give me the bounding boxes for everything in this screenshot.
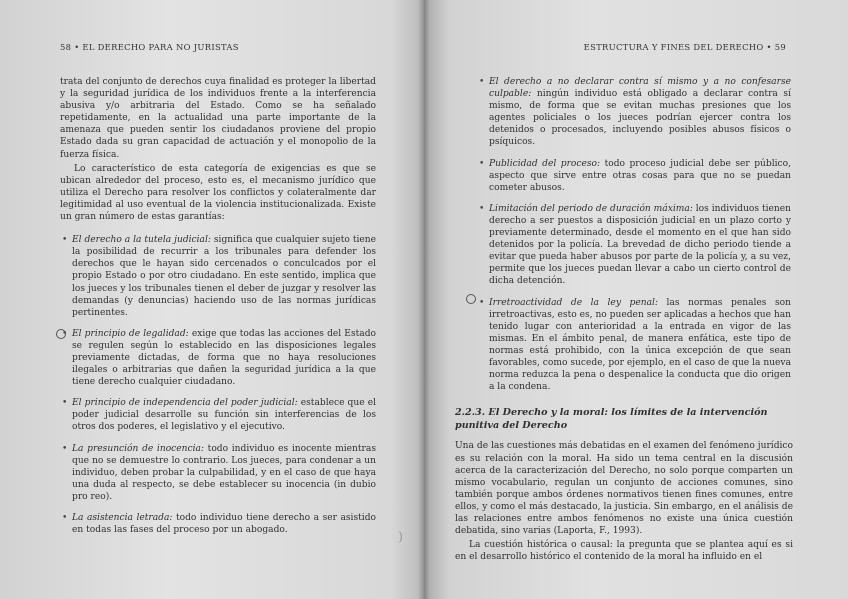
left-intro-paragraph: trata del conjunto de derechos cuya finalidad es proteger la libertad y la seguridad jurídica de los individuos frente a la interferencia abusiva y/o arbitraria del Estado. Como se ha señalado repetidamente, en la actualidad una parte importante de la amenaza que pueden sentir los ciudadanos proviene del propio Estado dada su gran capacidad de actuación y el monopolio de la fuerza física.	[60, 77, 376, 160]
bullet-title: Irretroactividad de la ley penal:	[489, 297, 658, 308]
bullet-title: La asistencia letrada:	[72, 513, 173, 523]
bullet-text: las normas penales son irretroactivas, esto es, no pueden ser aplicadas a hechos que han tenido lugar con anterioridad a la entrada en vigor de las mismas. En el ámbito penal, de manera enfática, este tipo de normas está prohibido, con la única excepción de que sean favorables, como sucede, por ejemplo, en el caso de que la nueva norma reduzca la pena o despenalice la conducta que dio origen a la condena.	[489, 297, 792, 393]
bullet-text: todo individuo tiene derecho a ser asistido en todas las fases del proceso por un abogado.	[72, 513, 376, 536]
bullet-text: ningún individuo está obligado a declarar contra sí mismo, de forma que se evitan muchas presiones que los agentes policiales o los jueces podrían ejercer contra los detenidos o procesados, incluyendo posibles abusos físicos o psíquicos.	[489, 89, 791, 148]
left-running-head: 58 • EL DERECHO PARA NO JURISTAS	[60, 42, 239, 52]
bullet-title: El derecho a no declarar contra sí mismo y a no confesarse culpable:	[489, 77, 791, 100]
list-item	[60, 328, 376, 388]
list-item	[60, 397, 376, 433]
bullet-title: Limitación del periodo de duración máxima:	[489, 203, 693, 214]
bullet-text: exige que todas las acciones del Estado se regulen según lo establecido en las disposiciones legales previamente dictadas, de forma que no haya resoluciones ilegales o arbitrarias que dañen la seguridad jurídica a la que tiene derecho cualquier ciudadano.	[72, 328, 376, 388]
pen-circle-mark	[56, 329, 66, 339]
bullet-text: significa que cualquier sujeto tiene la posibilidad de recurrir a los tribunales para defender los derechos que le hayan sido cercenados o conculcados por el propio Estado o por otro ciudadano. En este sentido, implica que los jueces y los tribunales tienen el deber de juzgar y resolver las demandas (y denuncias) haciendo uso de las normas jurídicas pertinentes.	[72, 235, 376, 318]
right-text-column	[455, 76, 793, 565]
book-gutter	[418, 0, 430, 599]
bullet-title: El principio de independencia del poder judicial:	[72, 398, 298, 409]
left-text-column	[60, 76, 376, 545]
list-item	[60, 443, 376, 503]
right-paragraph-1: Una de las cuestiones más debatidas en el examen del fenómeno jurídico es su relación con la moral. Ha sido un tema central en la discusión acerca de la caracterización del Derecho, no solo porque comparten un mismo vocabulario, regulan un conjunto de acciones comunes, sino también porque ambos órdenes normativos tienen fines comunes, entre ellos, y como el más destacado, la justicia. Sin embargo, en el análisis de las relaciones entre ambos fenómenos no existe una única cuestión debatida, sino varias (Laporta, F., 1993).	[455, 441, 793, 537]
pen-bracket-mark: )	[398, 530, 404, 545]
list-item	[477, 297, 791, 394]
list-item	[477, 203, 791, 288]
section-heading: 2.2.3. El Derecho y la moral: los límites de la intervención punitiva del Derecho	[455, 407, 768, 431]
list-item	[477, 76, 791, 149]
bullet-text: todo individuo es inocente mientras que no se demuestre lo contrario. Los jueces, para condenar a un individuo, deben probar la culpabilidad, y en el caso de que haya una duda al respecto, se debe establecer su inocencia (in dubio pro reo).	[72, 443, 376, 502]
bullet-text: establece que el poder judicial desarrolle su función sin interferencias de los otros dos poderes, el legislativo y el ejecutivo.	[72, 398, 376, 433]
left-paragraph-2: Lo característico de esta categoría de exigencias es que se ubican alrededor del proceso, esto es, el mecanismo jurídico que utiliza el Derecho para resolver los conflictos y colateralmente dar legitimidad al uso eventual de la violencia institucionalizada. Existe un gran número de estas garantías:	[60, 163, 376, 223]
bullet-text: todo proceso judicial debe ser público, aspecto que sirve entre otras cosas para que no se puedan cometer abusos.	[489, 158, 791, 193]
list-item	[60, 512, 376, 536]
right-running-head: ESTRUCTURA Y FINES DEL DERECHO • 59	[583, 42, 786, 52]
bullet-title: Publicidad del proceso:	[489, 158, 601, 169]
bullet-title: El derecho a la tutela judicial:	[72, 235, 211, 246]
list-item	[60, 234, 376, 319]
bullet-text: los individuos tienen derecho a ser puestos a disposición judicial en un plazo corto y previamente determinado, desde el momento en el que han sido detenidos por la policía. La brevedad de dicho periodo tiende a evitar que pueda haber abusos por parte de la policía y, a su vez, permite que los jueces puedan llevar a cabo un cierto control de dicha detención.	[489, 203, 792, 287]
bullet-title: El principio de legalidad:	[72, 328, 189, 339]
list-item	[477, 158, 791, 194]
right-paragraph-2: La cuestión histórica o causal: la pregunta que se plantea aquí es si en el desarrollo histórico el contenido de la moral ha influido en el	[455, 540, 793, 563]
bullet-title: La presunción de inocencia:	[72, 443, 204, 454]
pen-circle-mark	[466, 294, 476, 304]
